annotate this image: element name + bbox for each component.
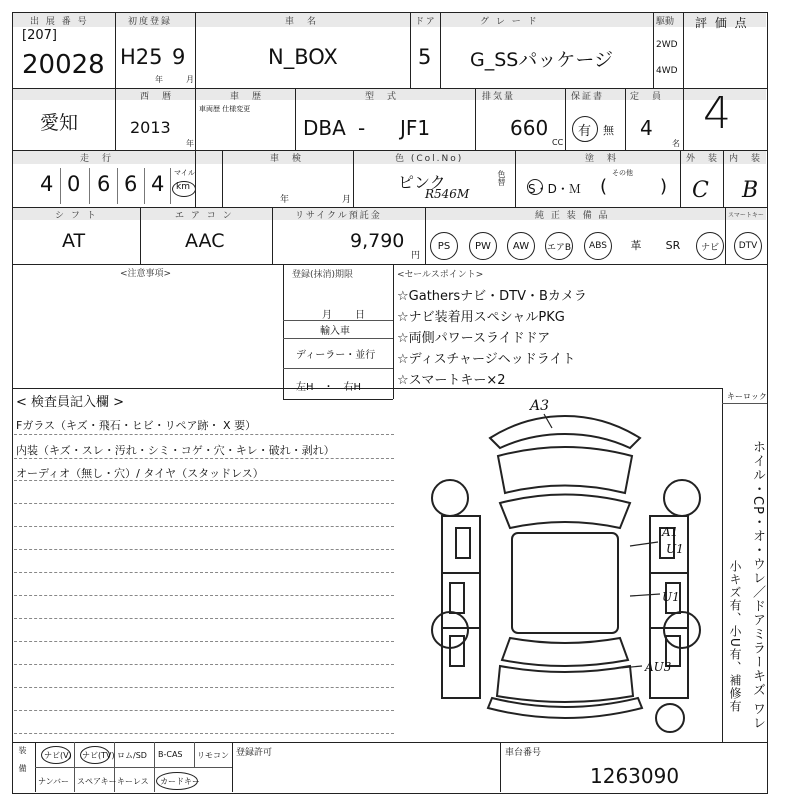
mark-front: A3 bbox=[530, 398, 550, 414]
paint-paren-close: ) bbox=[660, 176, 668, 197]
paint-label: 塗 料 bbox=[585, 154, 619, 164]
model-label: 車 名 bbox=[285, 17, 319, 27]
cell-card-key: カードキー bbox=[160, 777, 200, 786]
equip-ps: PS bbox=[430, 232, 458, 260]
car-diagram bbox=[420, 398, 720, 742]
model-year-unit: 年 bbox=[186, 139, 194, 148]
warranty-no: 無 bbox=[603, 124, 614, 137]
shift-label: シ フ ト bbox=[55, 211, 98, 221]
first-reg-label: 初度登録 bbox=[128, 17, 173, 27]
sales-point-1: ☆Gathersナビ・DTV・Bカメラ bbox=[397, 289, 587, 304]
spare-tire bbox=[656, 704, 684, 732]
mileage-digit-1: 4 bbox=[40, 172, 54, 196]
paint-other: その他 bbox=[612, 169, 633, 177]
doors-label: ドア bbox=[415, 17, 437, 27]
model-name: N_BOX bbox=[268, 45, 338, 69]
cell-keyless: キーレス bbox=[117, 777, 149, 786]
interior-label: 内 装 bbox=[729, 154, 763, 164]
history-label: 車 歴 bbox=[230, 92, 264, 102]
mark-right-2: U1 bbox=[666, 542, 684, 556]
shift-value: AT bbox=[62, 230, 86, 252]
inspector-line-glass: Fガラス（キズ・飛石・ヒビ・リペア跡・ X 要） bbox=[16, 419, 257, 432]
color-code: R546M bbox=[425, 187, 470, 201]
paint-paren-open: ( bbox=[600, 176, 608, 197]
cell-spare-key: スペアキー bbox=[77, 777, 117, 786]
model-year: 2013 bbox=[130, 118, 171, 137]
color-label: 色 (Col.No) bbox=[395, 154, 464, 164]
exterior-label: 外 装 bbox=[686, 154, 720, 164]
inspection-year-unit: 年 bbox=[280, 195, 290, 205]
equip-airbag: エアB bbox=[545, 232, 573, 260]
yen-unit: 円 bbox=[411, 251, 421, 261]
mileage-unit-mile: マイル bbox=[174, 169, 195, 177]
color-code-label: 色替 bbox=[497, 170, 506, 186]
drive-2wd: 2WD bbox=[656, 40, 678, 50]
sales-point-4: ☆ディスチャージヘッドライト bbox=[397, 352, 576, 367]
left-side bbox=[442, 516, 480, 698]
type-prefix: DBA bbox=[303, 116, 346, 140]
aircon-value: AAC bbox=[185, 230, 225, 252]
inspector-line-interior: 内装（キズ・スレ・汚れ・シミ・コゲ・穴・キレ・破れ・剥れ） bbox=[16, 444, 335, 457]
cell-remote: リモコン bbox=[197, 751, 229, 760]
aircon-label: エ ア コ ン bbox=[175, 211, 234, 221]
mileage-digit-2: 0 bbox=[67, 172, 81, 196]
mileage-label: 走 行 bbox=[80, 154, 114, 164]
lot-prefix: [207] bbox=[22, 28, 57, 43]
cert-label: 登録許可 bbox=[236, 748, 273, 758]
sales-point-3: ☆両側パワースライドドア bbox=[397, 331, 551, 346]
keylock-label: キーロック bbox=[727, 392, 767, 401]
equipment-label: 純 正 装 備 品 bbox=[535, 211, 610, 221]
inspection-month-unit: 月 bbox=[342, 195, 352, 205]
person-unit: 名 bbox=[672, 139, 680, 148]
equip-pw: PW bbox=[469, 232, 497, 260]
chassis-number: 1263090 bbox=[590, 764, 680, 788]
capacity-label: 定 員 bbox=[630, 92, 664, 102]
equip-abs: ABS bbox=[584, 232, 612, 260]
wheel-front-right bbox=[664, 480, 700, 516]
footer-col-title: 装 備 bbox=[18, 746, 27, 773]
type-separator: - bbox=[358, 116, 366, 140]
reg-deadline-label: 登録(抹消)期限 bbox=[292, 270, 354, 280]
interior-grade: B bbox=[742, 178, 759, 203]
tailgate bbox=[497, 666, 633, 702]
left-right-hand: 左H ・ 右H bbox=[296, 382, 362, 393]
sales-point-2: ☆ナビ装着用スペシャルPKG bbox=[397, 310, 565, 325]
wheel-front-left bbox=[432, 480, 468, 516]
wheel-rear-right bbox=[664, 612, 700, 648]
doors-value: 5 bbox=[418, 45, 432, 69]
deadline-month-unit: 月 bbox=[322, 310, 332, 321]
cell-tv: ナビ(TV) bbox=[82, 751, 115, 760]
cell-bcas: B-CAS bbox=[158, 750, 183, 759]
front-bumper bbox=[490, 416, 640, 448]
equip-leather: 革 bbox=[630, 239, 642, 252]
chassis-label: 車台番号 bbox=[505, 748, 542, 758]
score-label: 評 価 点 bbox=[695, 16, 749, 30]
smartkey-label: スマートキー bbox=[728, 212, 764, 219]
warranty-yes: 有 bbox=[578, 124, 592, 139]
rear-window bbox=[502, 638, 628, 666]
sales-points-label: <セールスポイント> bbox=[397, 270, 484, 280]
import-label: 輸入車 bbox=[320, 326, 350, 337]
recycle-fee: 9,790 bbox=[350, 230, 405, 252]
cell-rom: ロム/SD bbox=[117, 751, 147, 760]
vertical-note-1: ホイル・CP・オ・ウレ／ドアミラーキズ ワレ bbox=[750, 440, 765, 731]
roof bbox=[512, 533, 618, 633]
paint-options: S・D・Ｍ bbox=[528, 182, 581, 196]
equip-sunroof: SR bbox=[665, 238, 681, 252]
displacement-label: 排気量 bbox=[482, 92, 516, 102]
year-unit: 年 bbox=[155, 75, 163, 84]
dealer-parallel: ディーラー・並行 bbox=[296, 350, 376, 361]
vertical-note-2: 小キズ有、小U有、補修有 bbox=[728, 560, 742, 713]
inspection-label: 車 検 bbox=[270, 154, 304, 164]
inspector-title: < 検査員記入欄 > bbox=[16, 395, 125, 410]
deadline-day-unit: 日 bbox=[355, 310, 365, 321]
mileage-digit-3: 6 bbox=[97, 172, 111, 196]
left-mirror-area bbox=[456, 528, 470, 558]
history-note: 車両歴 仕様変更 bbox=[199, 105, 251, 113]
inspector-line-audio: オーディオ（無し・穴）/ タイヤ（スタッドレス） bbox=[16, 467, 264, 480]
era-year: H25 bbox=[120, 45, 163, 69]
windshield bbox=[500, 495, 630, 529]
lot-number: 20028 bbox=[22, 50, 105, 80]
notes-label: <注意事項> bbox=[120, 269, 172, 279]
year-label: 西 暦 bbox=[140, 92, 174, 102]
equip-dtv: DTV bbox=[734, 232, 762, 260]
score-value: 4 bbox=[703, 88, 731, 139]
drive-label: 駆動 bbox=[656, 17, 675, 27]
hood bbox=[498, 447, 632, 493]
warranty-label: 保証書 bbox=[571, 92, 605, 102]
region: 愛知 bbox=[40, 112, 79, 134]
month-unit: 月 bbox=[186, 75, 194, 84]
grade-label: グ レ ー ド bbox=[480, 17, 539, 27]
cc-unit: CC bbox=[552, 138, 564, 147]
mileage-digit-5: 4 bbox=[151, 172, 165, 196]
drive-4wd: 4WD bbox=[656, 66, 678, 76]
type-label: 型 式 bbox=[365, 92, 399, 102]
equip-aw: AW bbox=[507, 232, 535, 260]
mileage-digit-4: 6 bbox=[124, 172, 138, 196]
cell-number: ナンバー bbox=[38, 777, 70, 786]
sales-point-5: ☆スマートキー×2 bbox=[397, 373, 506, 388]
equip-navi: ナビ bbox=[696, 232, 724, 260]
mark-rear: AU3 bbox=[645, 660, 672, 674]
reg-month: 9 bbox=[172, 45, 186, 69]
paint-s-circle bbox=[527, 179, 543, 195]
lot-label: 出 展 番 号 bbox=[30, 17, 89, 27]
recycle-label: リサイクル預託金 bbox=[295, 211, 382, 221]
exterior-grade: C bbox=[692, 178, 709, 203]
mileage-unit-km: km bbox=[176, 182, 190, 192]
displacement-value: 660 bbox=[510, 116, 549, 140]
mark-right-3: U1 bbox=[662, 590, 680, 604]
type-code: JF1 bbox=[400, 116, 431, 140]
cell-navi: ナビ(V) bbox=[44, 751, 72, 760]
capacity-value: 4 bbox=[640, 116, 653, 140]
grade-value: G_SSパッケージ bbox=[470, 49, 613, 71]
color-name: ピンク bbox=[398, 173, 446, 192]
mark-right-1: A1 bbox=[662, 525, 679, 539]
